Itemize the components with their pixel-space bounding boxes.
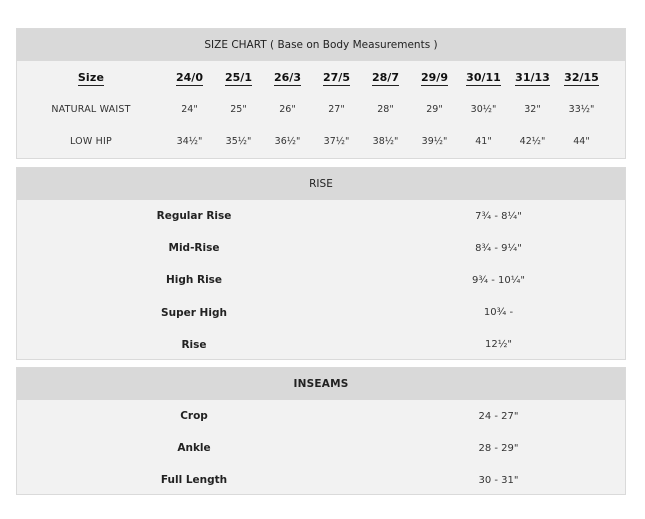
table-cell: 29" — [426, 103, 443, 115]
row-label: LOW HIP — [70, 135, 112, 147]
size-header-text: 31/13 — [515, 70, 550, 84]
inseam-name — [17, 410, 372, 422]
table-cell: 41" — [475, 135, 492, 147]
table-row — [17, 329, 625, 361]
inseam-name — [17, 474, 372, 486]
size-header-text: 28/7 — [372, 70, 399, 84]
inseam-name-text: Ankle — [177, 442, 211, 455]
size-header-cell — [361, 71, 410, 84]
size-header-cell — [312, 71, 361, 84]
size-header-cell — [410, 71, 459, 84]
table-row — [17, 464, 625, 496]
size-header-text: 30/11 — [466, 70, 501, 84]
size-header-cell — [263, 71, 312, 84]
table-cell: 32" — [524, 103, 541, 115]
size-header-cell — [557, 71, 606, 84]
table-row — [17, 125, 625, 157]
size-header-text: 26/3 — [274, 70, 301, 84]
size-header-text: 29/9 — [421, 70, 448, 84]
rise-name-text: Super High — [161, 306, 227, 319]
size-header-cell — [214, 71, 263, 84]
table-cell: 39½" — [421, 135, 448, 147]
size-chart-title: SIZE CHART ( Base on Body Measurements ) — [17, 29, 625, 61]
inseams-title: INSEAMS — [17, 368, 625, 400]
inseam-name-text: Crop — [180, 410, 208, 423]
inseam-value: 24 - 27" — [478, 410, 519, 422]
size-header-text: 24/0 — [176, 70, 203, 84]
rise-table — [17, 200, 625, 361]
table-row — [17, 93, 625, 125]
table-cell: 27" — [328, 103, 345, 115]
table-cell: 24" — [181, 103, 198, 115]
rise-name — [17, 210, 372, 222]
table-cell: 25" — [230, 103, 247, 115]
size-header-text: 27/5 — [323, 70, 350, 84]
table-cell: 34½" — [176, 135, 203, 147]
rise-value: 8¾ - 9¼" — [475, 242, 522, 254]
inseam-name — [17, 442, 372, 454]
rise-name-text: High Rise — [165, 274, 223, 287]
size-header-label — [17, 71, 165, 84]
row-label: NATURAL WAIST — [51, 103, 131, 115]
table-row — [17, 232, 625, 264]
table-cell: 44" — [573, 135, 590, 147]
table-cell: 33½" — [568, 103, 595, 115]
table-cell: 26" — [279, 103, 296, 115]
rise-name — [17, 307, 372, 319]
table-row — [17, 200, 625, 232]
table-row — [17, 264, 625, 296]
rise-name-text: Rise — [181, 338, 207, 351]
size-header-cell — [508, 71, 557, 84]
rise-name — [17, 339, 372, 351]
table-row — [17, 297, 625, 329]
table-cell: 38½" — [372, 135, 399, 147]
rise-panel — [16, 167, 626, 360]
table-cell: 28" — [377, 103, 394, 115]
table-cell: 42½" — [519, 135, 546, 147]
rise-name-text: Regular Rise — [156, 210, 232, 223]
rise-value: 7¾ - 8¼" — [475, 210, 522, 222]
rise-title: RISE — [17, 168, 625, 200]
table-cell: 37½" — [323, 135, 350, 147]
size-header-cell — [459, 71, 508, 84]
size-header-cell — [165, 71, 214, 84]
size-header-text: 32/15 — [564, 70, 599, 84]
inseams-table — [17, 400, 625, 497]
inseam-name-text: Full Length — [160, 474, 228, 487]
rise-value: 12½" — [484, 339, 513, 351]
rise-value: 9¾ - 10¼" — [471, 274, 526, 286]
rise-value: 10¾ - — [483, 307, 514, 319]
table-row — [17, 400, 625, 432]
inseam-value: 30 - 31" — [478, 474, 519, 486]
table-cell: 30½" — [470, 103, 497, 115]
table-cell: 36½" — [274, 135, 301, 147]
size-header-row — [17, 61, 625, 93]
size-header-label-text: Size — [77, 70, 105, 84]
size-header-text: 25/1 — [225, 70, 252, 84]
rise-name — [17, 274, 372, 286]
size-chart-table — [17, 61, 625, 157]
table-row — [17, 432, 625, 464]
table-cell: 35½" — [225, 135, 252, 147]
size-chart-panel — [16, 28, 626, 159]
inseam-value: 28 - 29" — [478, 442, 519, 454]
rise-name-text: Mid-Rise — [168, 242, 220, 255]
rise-name — [17, 242, 372, 254]
inseams-panel — [16, 367, 626, 495]
